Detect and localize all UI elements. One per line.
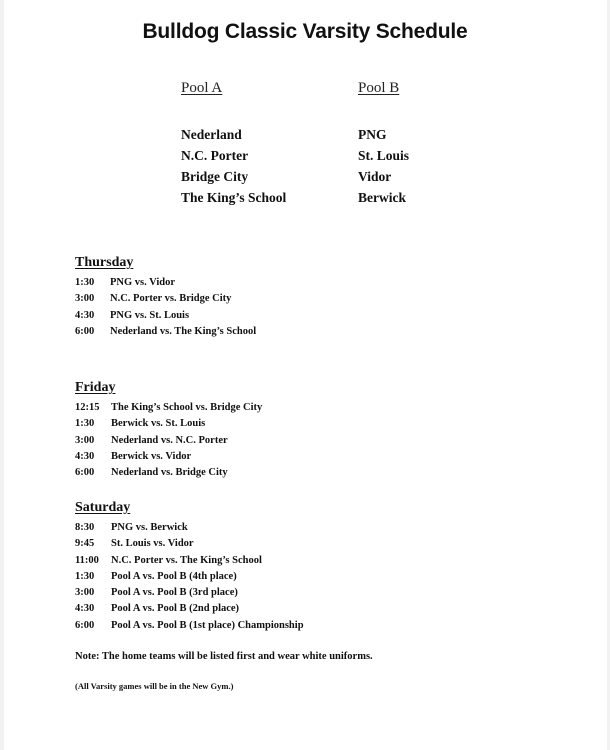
game-time: 1:30: [75, 418, 95, 430]
game-row: [75, 433, 262, 449]
game-time: 3:00: [75, 434, 95, 446]
game-row: [75, 553, 304, 569]
game-time: 6:00: [75, 467, 95, 479]
game-row: [75, 324, 256, 340]
pool-a: [181, 80, 286, 208]
game-row: [75, 585, 304, 601]
game-matchup: The King’s School vs. Bridge City: [111, 402, 263, 413]
game-time: 1:30: [75, 570, 95, 582]
game-row: [75, 569, 304, 585]
game-row: [75, 536, 304, 552]
day-saturday: [75, 499, 304, 634]
pool-team: Nederland: [181, 127, 242, 142]
game-matchup: St. Louis vs. Vidor: [111, 538, 194, 550]
game-matchup: Pool A vs. Pool B (2nd place): [111, 603, 240, 615]
game-time: 6:00: [75, 619, 95, 631]
game-row: [75, 465, 262, 481]
pool-team: Berwick: [358, 190, 406, 205]
game-row: [75, 449, 262, 465]
game-time: 12:15: [75, 402, 100, 413]
game-matchup: Berwick vs. Vidor: [111, 450, 192, 462]
page-title: Bulldog Classic Varsity Schedule: [142, 20, 468, 43]
game-time: 3:00: [75, 587, 95, 599]
pool-team: Vidor: [358, 169, 392, 184]
game-row: [75, 618, 304, 634]
pool-team: PNG: [358, 127, 387, 142]
game-row: [75, 520, 304, 536]
game-matchup: N.C. Porter vs. Bridge City: [110, 293, 232, 305]
venue-note: (All Varsity games will be in the New Gym.): [75, 681, 234, 691]
game-time: 11:00: [75, 554, 99, 566]
pool-team: St. Louis: [358, 148, 410, 163]
game-time: 9:45: [75, 538, 95, 550]
game-row: [75, 400, 262, 416]
game-time: 1:30: [75, 277, 95, 288]
game-time: 4:30: [75, 309, 95, 321]
home-team-note: Note: The home teams will be listed first and wear white uniforms.: [75, 651, 373, 662]
game-matchup: PNG vs. Vidor: [110, 277, 176, 288]
schedule-page: [4, 0, 607, 750]
game-row: [75, 291, 256, 307]
day-thursday: [75, 254, 256, 340]
game-row: [75, 275, 256, 291]
game-row: [75, 601, 304, 617]
game-matchup: Pool A vs. Pool B (3rd place): [111, 587, 238, 599]
game-matchup: Pool A vs. Pool B (1st place) Championship: [111, 619, 304, 631]
game-row: [75, 308, 256, 324]
pool-team: Bridge City: [181, 169, 249, 184]
pool-a-heading: Pool A: [181, 80, 223, 96]
game-row: [75, 416, 262, 432]
game-time: 3:00: [75, 293, 95, 305]
game-matchup: PNG vs. St. Louis: [110, 309, 190, 321]
game-matchup: PNG vs. Berwick: [111, 522, 188, 533]
game-matchup: N.C. Porter vs. The King’s School: [111, 554, 262, 566]
game-matchup: Nederland vs. The King’s School: [110, 325, 257, 337]
pool-b-heading: Pool B: [358, 80, 400, 96]
game-matchup: Nederland vs. N.C. Porter: [111, 434, 228, 446]
game-matchup: Nederland vs. Bridge City: [111, 467, 228, 479]
pool-b: [358, 80, 409, 208]
game-matchup: Pool A vs. Pool B (4th place): [111, 570, 237, 582]
game-time: 8:30: [75, 522, 95, 533]
day-heading: Saturday: [75, 500, 131, 515]
game-time: 4:30: [75, 603, 95, 615]
day-heading: Friday: [75, 380, 116, 395]
day-friday: [75, 379, 262, 481]
game-time: 4:30: [75, 450, 95, 462]
day-heading: Thursday: [75, 255, 134, 270]
game-matchup: Berwick vs. St. Louis: [111, 418, 206, 430]
game-time: 6:00: [75, 325, 95, 337]
pool-team: N.C. Porter: [181, 148, 249, 163]
pool-team: The King’s School: [181, 190, 287, 205]
